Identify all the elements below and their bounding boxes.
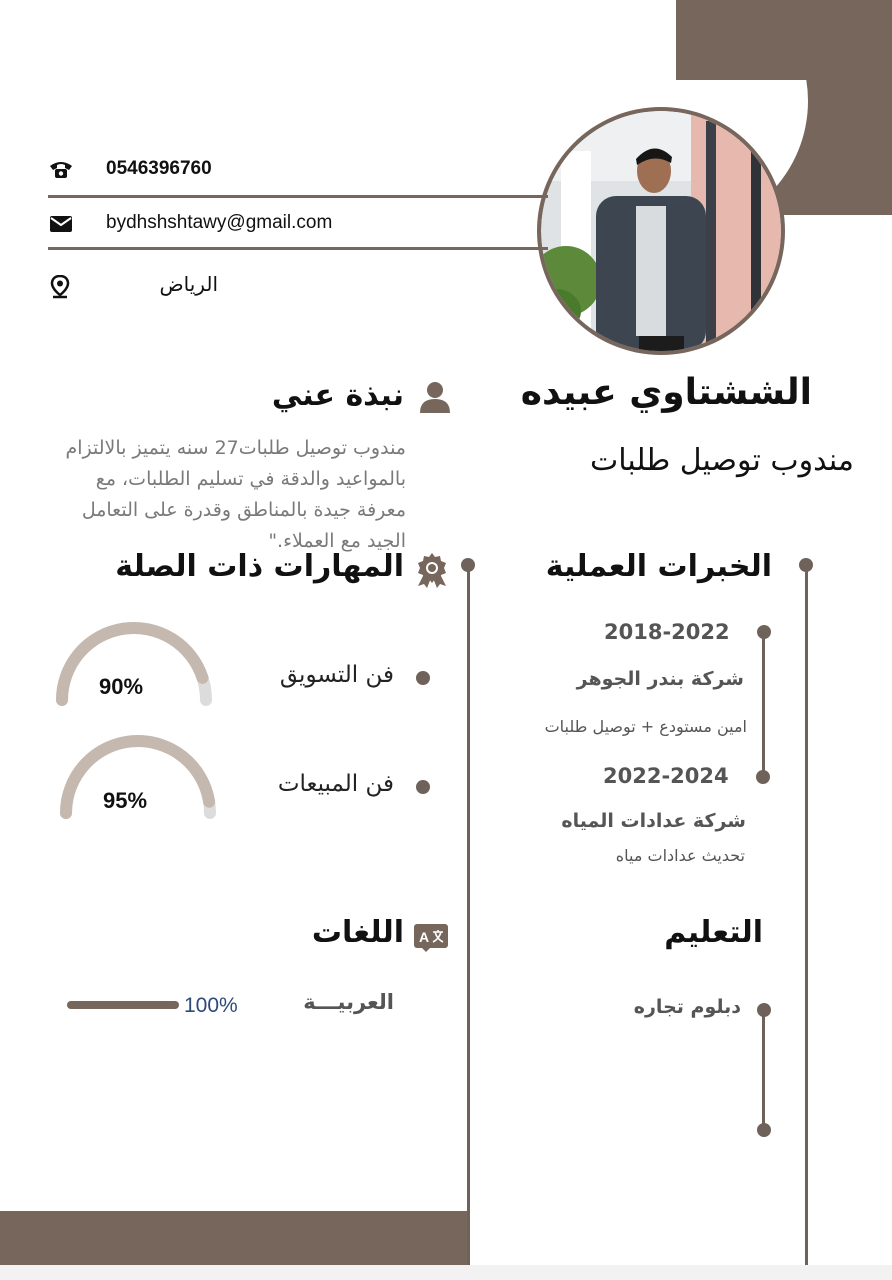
job-title: مندوب توصيل طلبات [589,443,854,478]
location-icon [50,275,70,299]
about-title: نبذة عني [271,378,404,413]
education-line [762,1010,765,1130]
phone-icon [48,160,74,180]
skill-bullet [416,671,430,685]
user-icon [418,380,452,414]
award-icon [414,552,450,588]
mail-icon [50,216,72,232]
middle-divider-line [467,565,470,1265]
language-percent: 100% [184,994,238,1017]
svg-text:A: A [419,929,430,945]
bottom-strip [0,1265,892,1280]
bottom-left-decor-block [0,1211,470,1265]
experience-task: امين مستودع + توصيل طلبات [544,717,747,736]
experience-company: شركة عدادات المياه [561,810,746,832]
experience-task: تحديث عدادات مياه [615,846,745,865]
experience-years: 2022-2024 [603,764,729,788]
education-dot [757,1123,771,1137]
skills-gauges [0,600,260,860]
profile-photo [537,107,785,355]
phone-number[interactable]: 0546396760 [106,158,212,179]
skills-title: المهارات ذات الصلة [115,549,404,584]
language-bar-track [67,1001,179,1009]
language-name: العربيـــة [303,990,394,1014]
contact-divider-2 [48,247,548,250]
experience-years: 2018-2022 [604,620,730,644]
contact-divider-1 [48,195,548,198]
experience-line [762,632,765,778]
city-label: الرياض [159,272,218,296]
experience-dot [756,770,770,784]
languages-title: اللغات [311,915,404,950]
skill-percent: 95% [103,788,148,813]
skill-name: فن المبيعات [277,771,394,797]
skill-name: فن التسويق [279,662,394,688]
language-bar-fill [67,1001,179,1009]
skill-percent: 90% [99,674,144,699]
skill-bullet [416,780,430,794]
experience-title: الخبرات العملية [545,549,772,584]
experience-company: شركة بندر الجوهر [576,668,744,690]
education-degree: دبلوم تجاره [633,996,741,1018]
person-name: الششتاوي عبيده [520,372,812,413]
translate-icon [414,924,448,952]
right-timeline-line [805,565,808,1265]
education-title: التعليم [664,915,763,950]
email-address[interactable]: bydhshshtawy@gmail.com [106,212,333,233]
about-text: مندوب توصيل طلبات27 سنه يتميز بالالتزام بالمواعيد والدقة في تسليم الطلبات، مع معرفة جيدة بالمناطق وقدرة على التعامل الجيد مع العملاء." [65,437,406,552]
